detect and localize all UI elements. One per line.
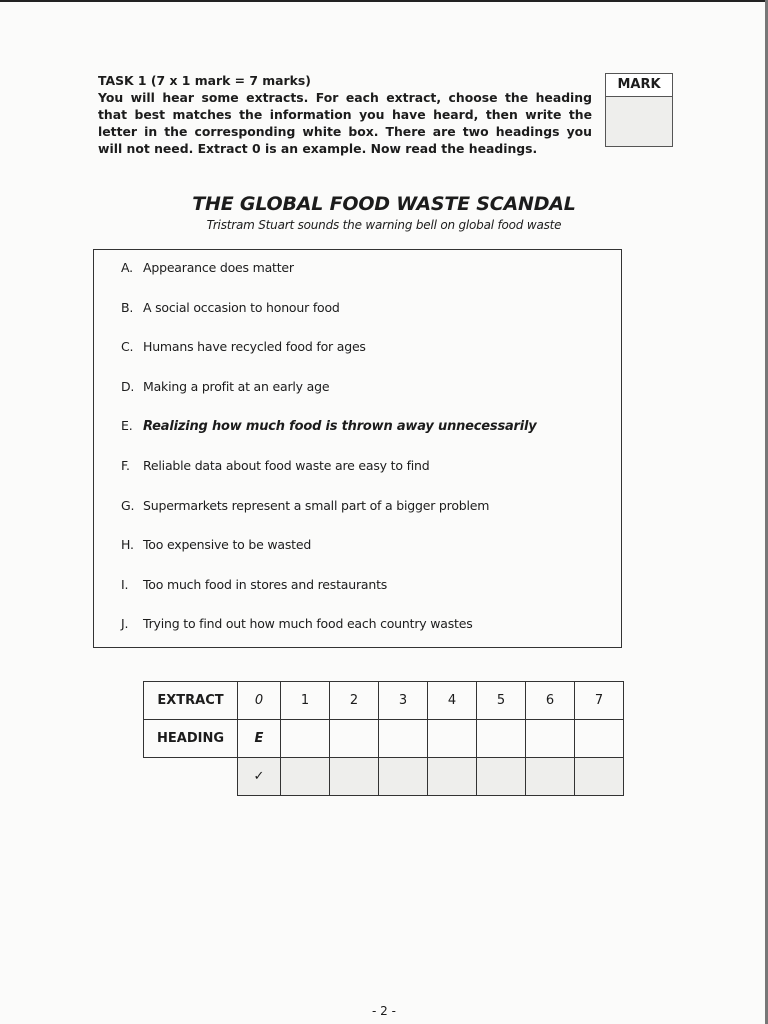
heading-item-a [121, 258, 537, 298]
heading-item-c [121, 337, 537, 377]
answer-box-4[interactable] [428, 720, 477, 758]
extract-number: 5 [477, 682, 526, 720]
marking-cell [575, 758, 624, 796]
marking-cell [281, 758, 330, 796]
blank-cell [144, 758, 238, 796]
marking-cell [428, 758, 477, 796]
heading-letter: A. [121, 260, 133, 275]
heading-letter: H. [121, 537, 134, 553]
page-number: - 2 - [372, 1004, 396, 1018]
answer-box-1[interactable] [281, 720, 330, 758]
heading-text: Making a profit at an early age [143, 378, 330, 394]
heading-text: Too expensive to be wasted [143, 537, 312, 553]
extract-number: 1 [281, 682, 330, 720]
heading-letter: F. [121, 457, 130, 473]
heading-text: Appearance does matter [143, 260, 294, 275]
extract-number: 6 [526, 682, 575, 720]
heading-item-b [121, 298, 537, 338]
heading-letter: J. [121, 616, 129, 632]
heading-item-j [121, 614, 537, 654]
heading-item-h [121, 535, 537, 575]
marking-cell [477, 758, 526, 796]
heading-letter: I. [121, 576, 129, 592]
example-extract-number: 0 [238, 682, 281, 720]
extract-number: 2 [330, 682, 379, 720]
heading-text: Humans have recycled food for ages [143, 339, 366, 355]
mark-label: MARK [606, 74, 672, 97]
example-heading-answer: E [238, 720, 281, 758]
answer-table [143, 681, 624, 796]
extract-number: 3 [379, 682, 428, 720]
heading-row [144, 720, 624, 758]
marking-row [144, 758, 624, 796]
answer-box-2[interactable] [330, 720, 379, 758]
heading-text: Trying to find out how much food each country wastes [143, 616, 473, 632]
heading-item-e [121, 416, 537, 456]
page-top-edge [0, 0, 768, 2]
heading-letter: E. [121, 418, 133, 434]
heading-item-d [121, 377, 537, 417]
heading-item-g [121, 496, 537, 536]
mark-box [605, 73, 673, 147]
task-text: You will hear some extracts. For each extract, choose the heading that best matches the information you have heard, then write the letter in the corresponding white box. There are two headings you will not need. Extract 0 is an example. Now read the headings. [98, 90, 592, 156]
marking-cell [526, 758, 575, 796]
extract-row [144, 682, 624, 720]
extract-label: EXTRACT [144, 682, 238, 720]
heading-letter: B. [121, 299, 134, 315]
task-title: TASK 1 (7 x 1 mark = 7 marks) [98, 73, 311, 88]
article-subtitle: Tristram Stuart sounds the warning bell on global food waste [206, 218, 562, 232]
heading-label: HEADING [144, 720, 238, 758]
heading-item-i [121, 575, 537, 615]
answer-box-5[interactable] [477, 720, 526, 758]
heading-text: Reliable data about food waste are easy to find [143, 457, 430, 473]
extract-number: 4 [428, 682, 477, 720]
checkmark-icon: ✓ [238, 758, 281, 796]
heading-text: A social occasion to honour food [143, 299, 340, 315]
answer-box-6[interactable] [526, 720, 575, 758]
heading-letter: D. [121, 378, 135, 394]
headings-box [93, 249, 622, 648]
headings-list [121, 258, 537, 654]
heading-text: Realizing how much food is thrown away unnecessarily [143, 419, 537, 435]
heading-letter: C. [121, 339, 134, 355]
answer-box-3[interactable] [379, 720, 428, 758]
heading-text: Supermarkets represent a small part of a bigger problem [143, 497, 490, 513]
task-instructions [98, 72, 592, 157]
marking-cell [330, 758, 379, 796]
heading-letter: G. [121, 497, 135, 513]
marking-cell [379, 758, 428, 796]
answer-box-7[interactable] [575, 720, 624, 758]
heading-item-f [121, 456, 537, 496]
mark-cell [606, 97, 672, 146]
article-title: THE GLOBAL FOOD WASTE SCANDAL [192, 193, 576, 215]
heading-text: Too much food in stores and restaurants [143, 576, 388, 592]
extract-number: 7 [575, 682, 624, 720]
